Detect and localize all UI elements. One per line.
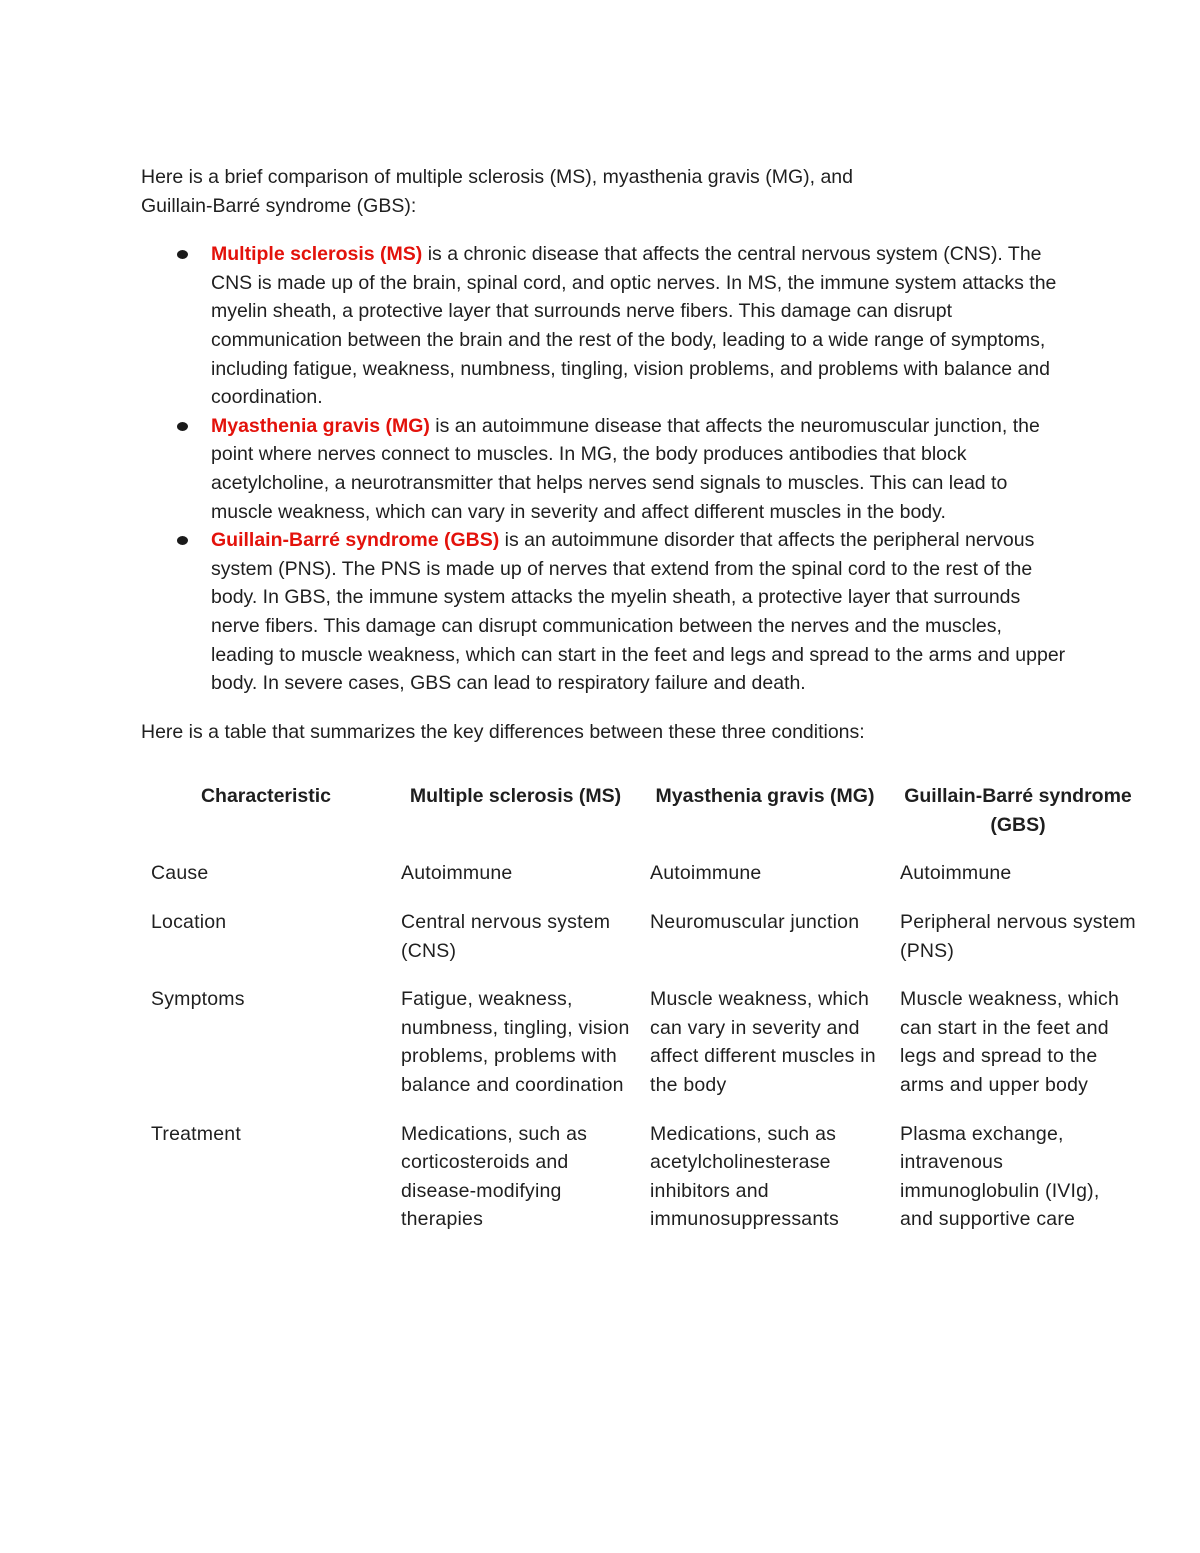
- comparison-list: [141, 240, 1066, 698]
- list-item-ms: [141, 240, 1066, 412]
- table-intro: Here is a table that summarizes the key differences between these three conditions:: [141, 720, 865, 743]
- bullet-icon: [177, 422, 188, 431]
- header-ms: Multiple sclerosis (MS): [409, 785, 622, 808]
- list-item-gbs: [141, 526, 1066, 698]
- header-gbs: Guillain-Barré syndrome (GBS): [904, 785, 1132, 836]
- table-row-treatment: [141, 1120, 1146, 1254]
- term-mg: Myasthenia gravis (MG): [211, 414, 430, 437]
- cell-ms: Central nervous system (CNS): [401, 911, 611, 962]
- table-header-row: [141, 782, 1146, 859]
- description-ms: is a chronic disease that affects the central nervous system (CNS). The CNS is made up of the brain, spinal cord, and optic nerves. In MS, the immune system attacks the myelin sheath, a protective layer that surrounds nerve fibers. This damage can disrupt communication between the brain and the rest of the body, leading to a wide range of symptoms, including fatigue, weakness, numbness, tingling, vision problems, and problems with balance and coordination.: [211, 243, 1057, 409]
- bullet-icon: [177, 250, 188, 259]
- cell-mg: Medications, such as acetylcholinesterase inhibitors and immunosuppressants: [650, 1122, 839, 1231]
- term-gbs: Guillain-Barré syndrome (GBS): [211, 529, 500, 552]
- cell-ms: Autoimmune: [401, 862, 513, 885]
- cell-characteristic: Location: [151, 911, 227, 934]
- table-row-symptoms: [141, 985, 1146, 1119]
- bullet-icon: [177, 536, 188, 545]
- comparison-table: [141, 782, 1146, 1254]
- cell-characteristic: Treatment: [151, 1122, 241, 1145]
- cell-characteristic: Symptoms: [151, 988, 245, 1011]
- table-row-cause: [141, 859, 1146, 908]
- cell-gbs: Muscle weakness, which can start in the feet and legs and spread to the arms and upper body: [900, 988, 1119, 1097]
- document-page: [141, 163, 1136, 1254]
- header-characteristic: Characteristic: [200, 785, 332, 808]
- cell-characteristic: Cause: [151, 862, 209, 885]
- cell-mg: Muscle weakness, which can vary in severity and affect different muscles in the body: [650, 988, 876, 1097]
- intro-line-1: Here is a brief comparison of multiple sclerosis (MS), myasthenia gravis (MG), and: [141, 166, 853, 188]
- description-mg: is an autoimmune disease that affects the neuromuscular junction, the point where nerves connect to muscles. In MG, the body produces antibodies that block acetylcholine, a neurotransmitter that helps nerves send signals to muscles. This can lead to muscle weakness, which can vary in severity and affect different muscles in the body.: [211, 414, 1040, 523]
- cell-mg: Neuromuscular junction: [650, 911, 860, 934]
- term-ms: Multiple sclerosis (MS): [211, 243, 423, 266]
- table-row-location: [141, 908, 1146, 985]
- cell-gbs: Autoimmune: [900, 862, 1012, 885]
- header-mg: Myasthenia gravis (MG): [655, 785, 875, 808]
- list-item-mg: [141, 412, 1066, 526]
- cell-gbs: Peripheral nervous system (PNS): [900, 911, 1136, 962]
- intro-line-2: Guillain-Barré syndrome (GBS):: [141, 194, 417, 217]
- cell-ms: Medications, such as corticosteroids and disease-modifying therapies: [401, 1122, 588, 1231]
- description-gbs: is an autoimmune disorder that affects the peripheral nervous system (PNS). The PNS is made up of nerves that extend from the spinal cord to the rest of the body. In GBS, the immune system attacks the myelin sheath, a protective layer that surrounds nerve fibers. This damage can disrupt communication between the nerves and the muscles, leading to muscle weakness, which can start in the feet and legs and spread to the arms and upper body. In severe cases, GBS can lead to respiratory failure and death.: [211, 529, 1066, 695]
- cell-gbs: Plasma exchange, intravenous immunoglobulin (IVIg), and supportive care: [900, 1122, 1100, 1231]
- intro-paragraph: [141, 163, 1066, 220]
- cell-ms: Fatigue, weakness, numbness, tingling, vision problems, problems with balance and coordination: [401, 988, 630, 1097]
- cell-mg: Autoimmune: [650, 862, 762, 885]
